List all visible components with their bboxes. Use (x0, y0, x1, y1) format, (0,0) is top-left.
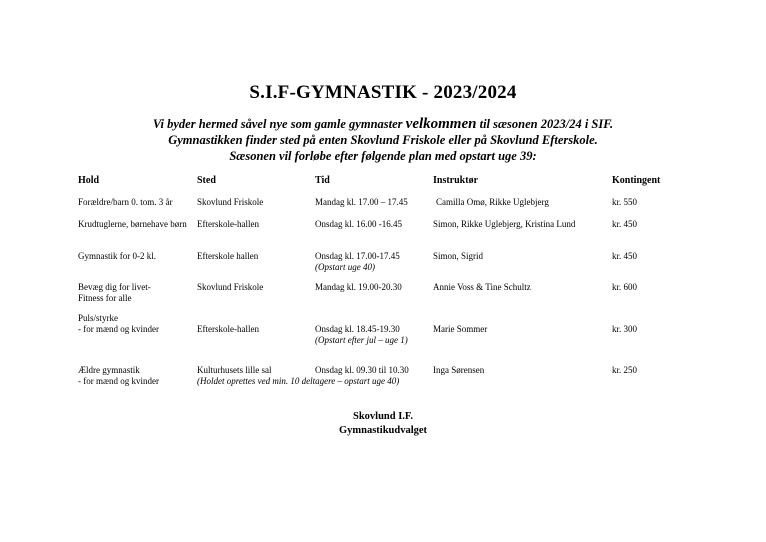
intro-line-1-post: til sæsonen 2023/24 i SIF. (476, 117, 614, 131)
row-tid: Onsdag kl. 18.45-19.30 (315, 324, 400, 334)
header-tid: Tid (315, 175, 330, 186)
committee-name: Gymnastikudvalget (338, 425, 428, 436)
intro-line-1-pre: Vi byder hermed såvel nye som gamle gymnaster (152, 117, 406, 131)
row-sted: Skovlund Friskole (197, 282, 264, 292)
row-tid: Mandag kl. 19.00-20.30 (315, 282, 402, 292)
intro-line-1 (0, 116, 766, 132)
club-name: Skovlund I.F. (352, 411, 414, 422)
row-tid-note: (Opstart efter jul – uge 1) (315, 335, 408, 345)
header-kontingent: Kontingent (612, 175, 661, 186)
row-instruktor: Annie Voss & Tine Schultz (433, 282, 531, 292)
row-hold-line-2: - for mænd og kvinder (78, 324, 159, 334)
row-instruktor: Simon, Rikke Uglebjerg, Kristina Lund (433, 219, 576, 229)
row-kontingent: kr. 450 (612, 251, 638, 261)
page-title: S.I.F-GYMNASTIK - 2023/2024 (249, 82, 517, 103)
row-hold-line-2: Fitness for alle (78, 293, 132, 303)
row-instruktor: Simon, Sigrid (433, 251, 484, 261)
intro-text (0, 116, 766, 164)
signature-block (0, 410, 766, 438)
row-hold-line-2: - for mænd og kvinder (78, 376, 159, 386)
row-kontingent: kr. 600 (612, 282, 638, 292)
header-instruktor: Instruktør (433, 175, 479, 186)
row-hold: Puls/styrke (78, 313, 119, 323)
row-sted: Efterskole-hallen (197, 324, 259, 334)
header-hold: Hold (78, 175, 100, 186)
row-sted: Skovlund Friskole (197, 197, 264, 207)
row-hold: Bevæg dig for livet- (78, 282, 151, 292)
row-tid: Onsdag kl. 17.00-17.45 (315, 251, 400, 261)
row-tid-note: (Opstart uge 40) (315, 262, 375, 272)
row-hold: Krudtuglerne, børnehave børn (78, 219, 187, 229)
row-tid: Mandag kl. 17.00 – 17.45 (315, 197, 408, 207)
row-kontingent: kr. 250 (612, 365, 638, 375)
row-instruktor: Inga Sørensen (433, 365, 485, 375)
row-kontingent: kr. 450 (612, 219, 638, 229)
intro-line-2: Gymnastikken finder sted på enten Skovlund Friskole eller på Skovlund Efterskole. (168, 133, 598, 147)
row-hold: Ældre gymnastik (78, 365, 140, 375)
row-sted: Efterskole-hallen (197, 219, 259, 229)
intro-line-3: Sæsonen vil forløbe efter følgende plan med opstart uge 39: (229, 149, 537, 163)
row-sted: Kulturhusets lille sal (197, 365, 272, 375)
intro-welcome-word: velkommen (405, 116, 477, 132)
row-instruktor: Marie Sommer (433, 324, 488, 334)
row-hold: Gymnastik for 0-2 kl. (78, 251, 156, 261)
row-kontingent: kr. 300 (612, 324, 638, 334)
row-note: (Holdet oprettes ved min. 10 deltagere – opstart uge 40) (197, 376, 400, 386)
row-tid: Onsdag kl. 09.30 til 10.30 (315, 365, 409, 375)
row-tid: Onsdag kl. 16.00 -16.45 (315, 219, 402, 229)
row-kontingent: kr. 550 (612, 197, 638, 207)
row-hold: Forældre/barn 0. tom. 3 år (78, 197, 173, 207)
row-sted: Efterskole hallen (197, 251, 259, 261)
row-instruktor: Camilla Omø, Rikke Uglebjerg (436, 197, 549, 207)
header-sted: Sted (197, 175, 216, 186)
